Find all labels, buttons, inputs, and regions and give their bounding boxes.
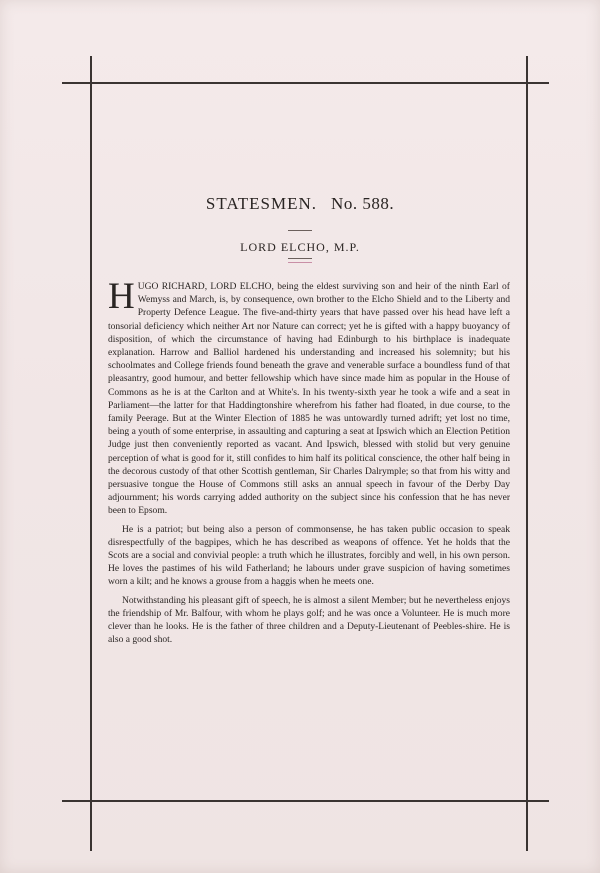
bottom-border-rule xyxy=(62,800,549,802)
left-border-rule xyxy=(90,56,92,851)
title-text: STATESMEN. xyxy=(205,194,318,213)
article-body xyxy=(108,276,510,651)
paragraph-2: He is a patriot; but being also a person of commonsense, he has taken public occasion to speak disrespectfully of the bagpipes, which he has described as weapons of offence. Yet he holds that the Scots are a social and convivial people: a truth which he illustrates, forcibly and well, in his own person. He loves the pastimes of his wild Fatherland; he labours under grave suspicion of having sometimes worn a kilt; and he knows a grouse from a haggis when he meets one. xyxy=(108,523,510,588)
right-border-rule xyxy=(526,56,528,851)
page-title xyxy=(0,194,600,214)
paragraph-1-text: UGO RICHARD, LORD ELCHO, being the eldest surviving son and heir of the ninth Earl of Wemyss and March, is, by consequence, own brother to the Elcho Shield and to the Liberty and Property Defence League. The five-and-thirty years that have passed over his head have left a tonsorial deficiency which neither Art nor Nature can correct; yet he is gifted with a happy buoyancy of disposition, of which the circumstance of having had Edinburgh to his birthplace is inadequate explanation. Harrow and Balliol hardened his understanding and increased his solemnity; but his schoolmates and College friends found beneath the grave and venerable surface a boundless fund of that pleasantry, good humour, and better fellowship which have since made him as popular in the House of Commons as he is at the Carlton and at White's. In his twenty-sixth year he took a wife and a seat in Parliament—the latter for that Haddingtonshire wherefrom his father had floated, in due course, to the family Peerage. But at the Winter Election of 1885 he was untowardly turned adrift; yet lost no time, being a youth of some enterprise, in assaulting and capturing a seat at Ipswich which an Election Petition Judge just then conveniently reported as vacant. And Ipswich, blessed with stolid but very genuine perception of what is good for it, still confides to him half its political conscience, the other half being in the decorous custody of that other Scottish gentleman, Sir Charles Dalrymple; so that from his witty and persuasive tongue the House of Commons still asks an annual speech in favour of the Derby Day adjournment; his words carrying added authority on the subject since his confession that he has never been to Epsom. xyxy=(108,281,510,517)
paragraph-1 xyxy=(108,276,510,518)
ornament-rule-top xyxy=(288,230,312,231)
drop-cap: H xyxy=(108,276,135,317)
top-border-rule xyxy=(62,82,549,84)
subtitle: LORD ELCHO, M.P. xyxy=(240,240,360,254)
ornament-rule-pink xyxy=(288,262,312,263)
ornament-rule-middle xyxy=(288,258,312,259)
issue-number: No. 588. xyxy=(331,194,395,213)
paragraph-3: Notwithstanding his pleasant gift of speech, he is almost a silent Member; but he nevertheless enjoys the friendship of Mr. Balfour, with whom he plays golf; and he was once a Volunteer. He is much more clever than he looks. He is the father of three children and a Deputy-Lieutenant of Peebles-shire. He is also a good shot. xyxy=(108,594,510,646)
